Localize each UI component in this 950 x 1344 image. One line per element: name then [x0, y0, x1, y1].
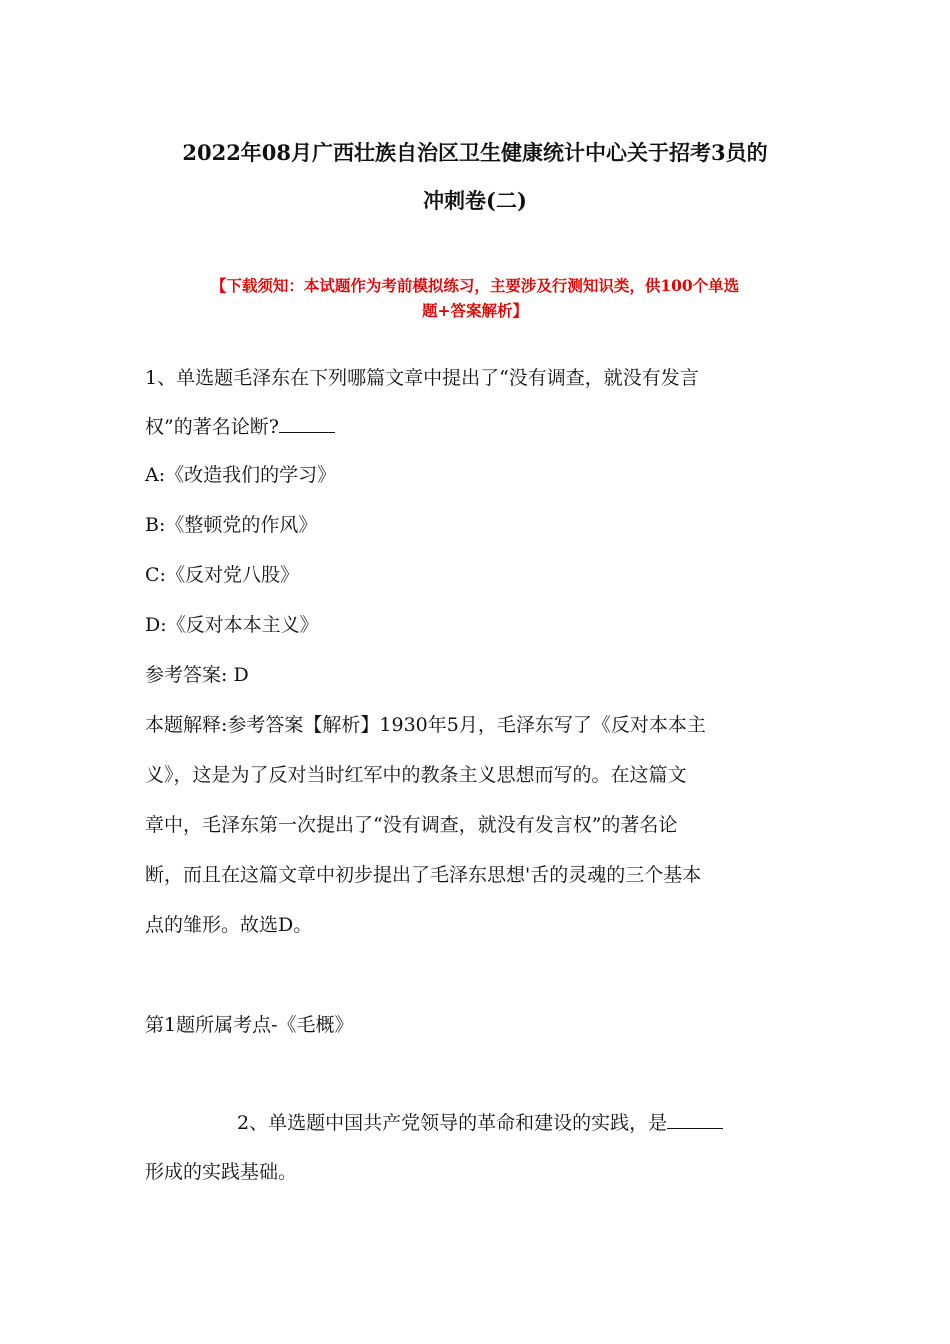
question-1-stem-line-1: 1、单选题毛泽东在下列哪篇文章中提出了“没有调查，就没有发言	[145, 367, 699, 389]
question-1-option-c: C:《反对党八股》	[145, 564, 299, 586]
question-2-stem-line-1	[237, 1108, 723, 1138]
question-1-explanation-line-1: 本题解释:参考答案【解析】1930年5月，毛泽东写了《反对本本主	[145, 714, 706, 736]
answer-blank	[667, 1108, 723, 1129]
question-1-stem-line-2	[145, 412, 335, 442]
download-notice-line-2: 题+答案解析】	[422, 301, 528, 320]
question-1-explanation-line-3: 章中，毛泽东第一次提出了“没有调查，就没有发言权”的著名论	[145, 814, 678, 836]
question-2-stem-line-2: 形成的实践基础。	[145, 1161, 298, 1183]
question-1-option-a: A:《改造我们的学习》	[145, 464, 337, 486]
document-title-line-2: 冲刺卷(二)	[423, 188, 527, 213]
question-2-stem-text: 2、单选题中国共产党领导的革命和建设的实践，是	[237, 1112, 668, 1134]
document-title-line-1: 2022年08月广西壮族自治区卫生健康统计中心关于招考3员的	[182, 140, 768, 165]
question-1-knowledge-point: 第1题所属考点-《毛概》	[145, 1014, 354, 1036]
question-1-explanation-line-5: 点的雏形。故选D。	[145, 914, 313, 936]
question-1-option-d: D:《反对本本主义》	[145, 614, 319, 636]
answer-blank	[279, 412, 335, 433]
question-1-answer: 参考答案: D	[145, 664, 249, 686]
question-1-stem-text: 权”的著名论断?	[145, 416, 279, 438]
question-1-explanation-line-4: 断，而且在这篇文章中初步提出了毛泽东思想'舌的灵魂的三个基本	[145, 864, 702, 886]
question-1-explanation-line-2: 义》，这是为了反对当时红军中的教条主义思想而写的。在这篇文	[145, 764, 687, 786]
question-1-option-b: B:《整顿党的作风》	[145, 514, 318, 536]
download-notice-line-1: 【下载须知：本试题作为考前模拟练习，主要涉及行测知识类，供100个单选	[210, 276, 740, 295]
